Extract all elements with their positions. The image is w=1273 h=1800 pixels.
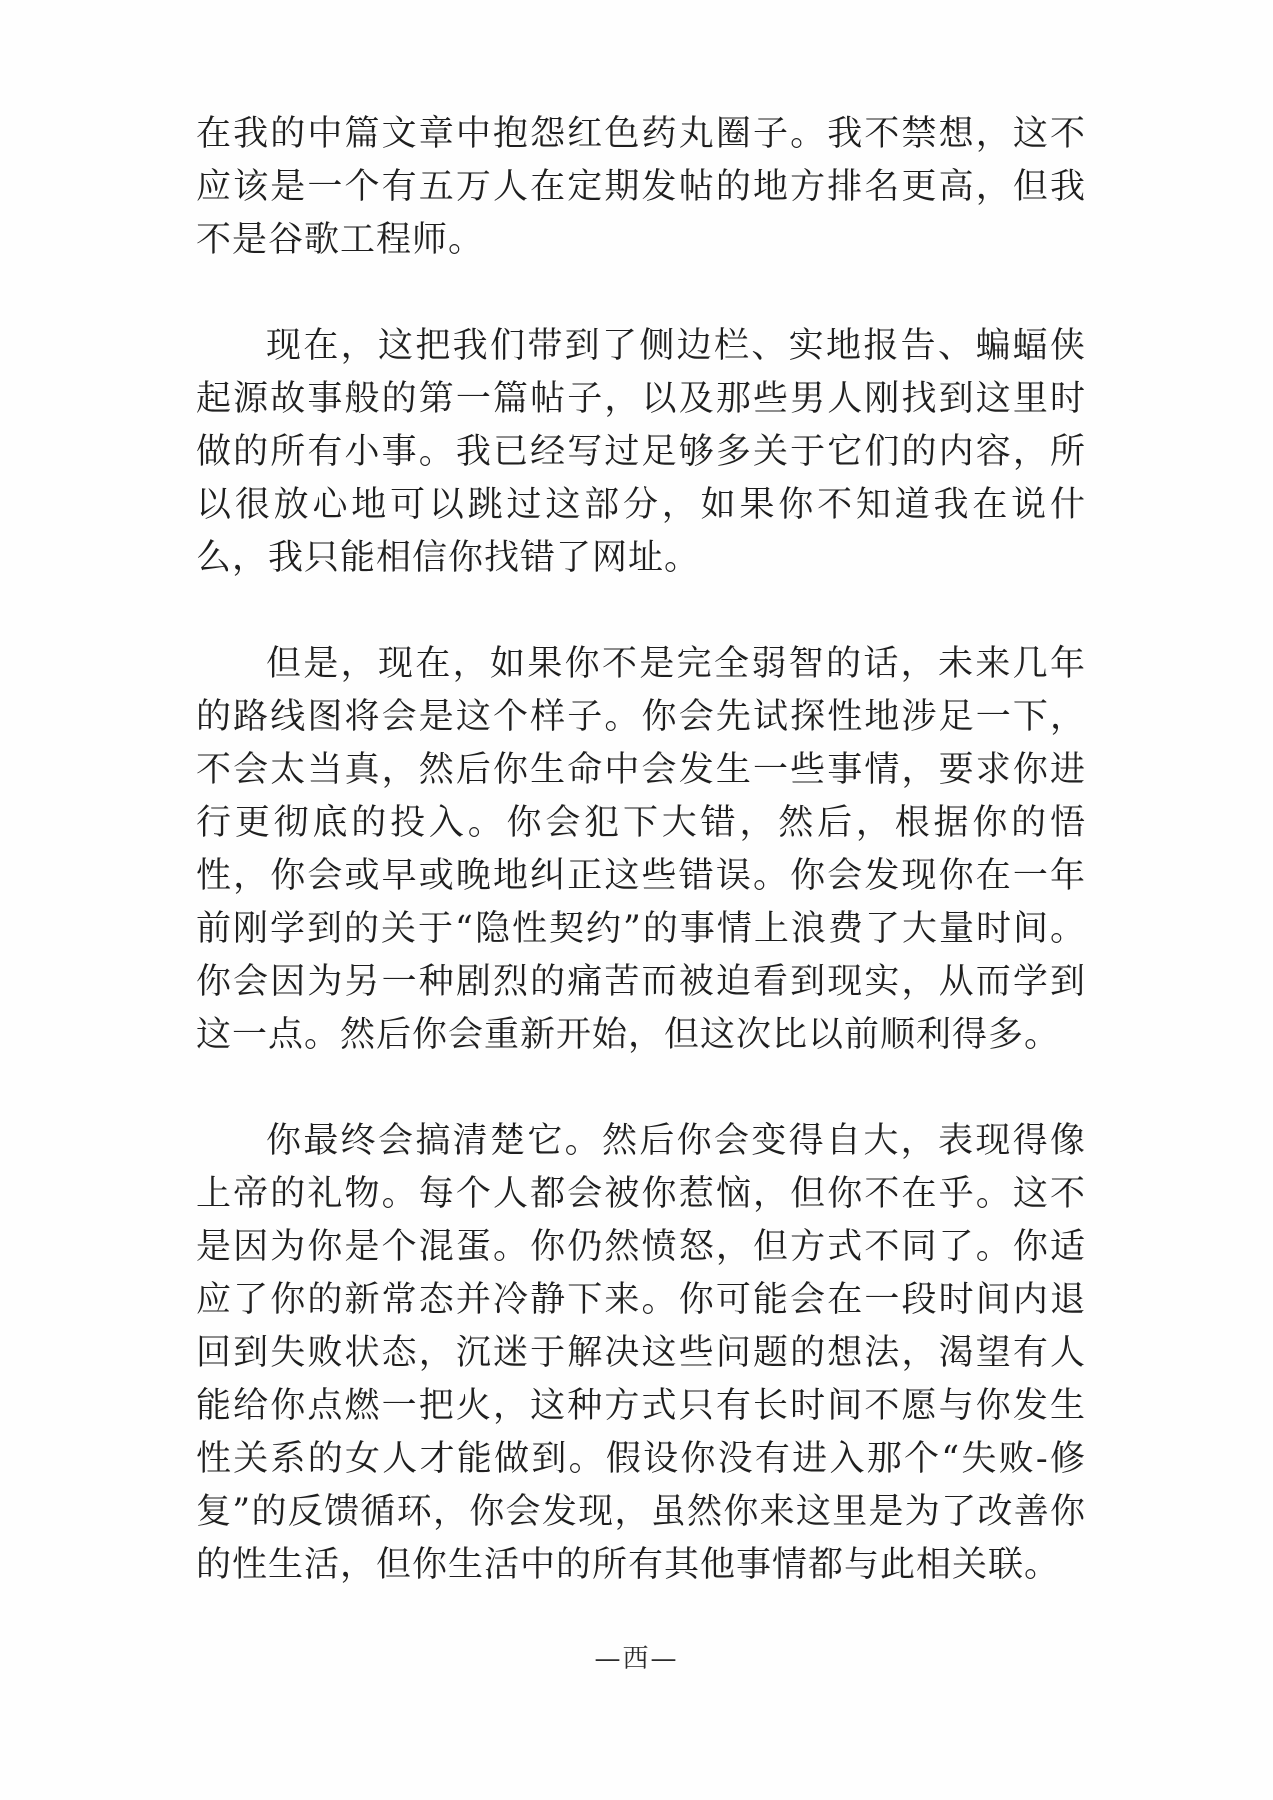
paragraph-1: 在我的中篇文章中抱怨红色药丸圈子。我不禁想，这不应该是一个有五万人在定期发帖的地方排名更高，但我不是谷歌工程师。: [196, 114, 1086, 260]
paragraph-3: 但是，现在，如果你不是完全弱智的话，未来几年的路线图将会是这个样子。你会先试探性地涉足一下，不会太当真，然后你生命中会发生一些事情，要求你进行更彻底的投入。你会犯下大错，然后，根据你的悟性，你会或早或晚地纠正这些错误。你会发现你在一年前刚学到的关于“隐性契约”的事情上浪费了大量时间。你会因为另一种剧烈的痛苦而被迫看到现实，从而学到这一点。然后你会重新开始，但这次比以前顺利得多。: [196, 644, 1086, 1055]
page-number: —西—: [594, 1644, 679, 1674]
paragraph-2: 现在，这把我们带到了侧边栏、实地报告、蝙蝠侠起源故事般的第一篇帖子，以及那些男人刚找到这里时做的所有小事。我已经写过足够多关于它们的内容，所以很放心地可以跳过这部分，如果你不知道我在说什么，我只能相信你找错了网址。: [196, 326, 1086, 578]
body-text: [196, 108, 1086, 1645]
paragraph-4: 你最终会搞清楚它。然后你会变得自大，表现得像上帝的礼物。每个人都会被你惹恼，但你不在乎。这不是因为你是个混蛋。你仍然愤怒，但方式不同了。你适应了你的新常态并冷静下来。你可能会在一段时间内退回到失败状态，沉迷于解决这些问题的想法，渴望有人能给你点燃一把火，这种方式只有长时间不愿与你发生性关系的女人才能做到。假设你没有进入那个“失败-修复”的反馈循环，你会发现，虽然你来这里是为了改善你的性生活，但你生活中的所有其他事情都与此相关联。: [196, 1121, 1086, 1585]
